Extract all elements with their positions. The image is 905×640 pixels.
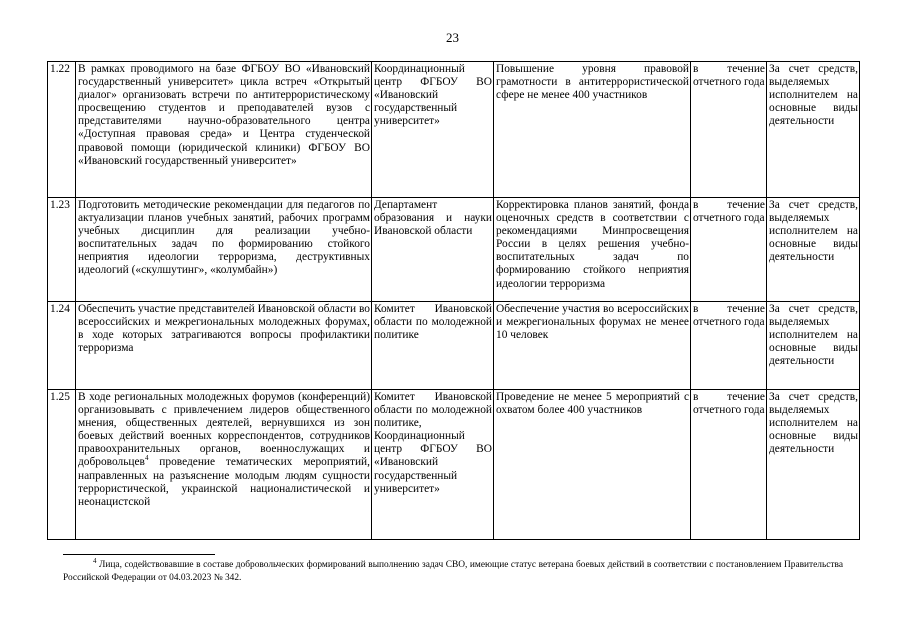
executor-text: Департамент образования и науки Ивановской области — [372, 198, 494, 302]
footnote — [63, 556, 843, 585]
table-row — [48, 198, 860, 302]
term-text: в течение отчетного года — [691, 302, 767, 390]
term-text: в течение отчетного года — [691, 62, 767, 198]
table-row — [48, 390, 860, 540]
funding-text: За счет средств, выделяемых исполнителем на основные виды деятельности — [767, 302, 860, 390]
footnote-mark: 4 — [93, 556, 97, 565]
measure-text: В рамках проводимого на базе ФГБОУ ВО «Ивановский государственный университет» цикла встреч «Открытый диалог» организовать встречи по антитеррористическому просвещению студентов и преподавателей вузов с представителями научно-образовательного центра «Доступная правовая среда» и Центра студенческой правовой помощи (юридической клиники) ФГБОУ ВО «Ивановский государственный университет» — [76, 62, 372, 198]
result-text: Обеспечение участия во всероссийских и межрегиональных форумах не менее 10 человек — [494, 302, 691, 390]
executor-text: Комитет Ивановской области по молодежной политике — [372, 302, 494, 390]
table-row — [48, 302, 860, 390]
result-text: Корректировка планов занятий, фонда оценочных средств в соответствии с рекомендациями Минпросвещения России в целях решения учебно-воспитательных задач по формированию стойкого неприятия идеологии терроризма — [494, 198, 691, 302]
table-row — [48, 62, 860, 198]
measure-text-part: проведение тематических мероприятий, направленных на разъяснение молодым людям сущности террористической, украинской националистической и неонацистской — [78, 456, 370, 508]
footnote-text: Лица, содействовавшие в составе добровольческих формирований выполнению задач СВО, имеющие статус ветерана боевых действий в соответствии с постановлением Правительства Российской Федерации от 04.03.2023 № 342. — [63, 560, 843, 583]
term-text: в течение отчетного года — [691, 390, 767, 540]
funding-text: За счет средств, выделяемых исполнителем на основные виды деятельности — [767, 62, 860, 198]
item-number: 1.23 — [48, 198, 76, 302]
funding-text: За счет средств, выделяемых исполнителем на основные виды деятельности — [767, 390, 860, 540]
measures-table — [47, 61, 860, 540]
measure-text-part: В ходе региональных молодежных форумов (конференций) организовывать с привлечением лидеров общественного мнения, общественных деятелей, вернувшихся из зон боевых действий военных корреспондентов, сотрудников правоохранительных органов, военнослужащих и добровольцев — [78, 391, 370, 469]
item-number: 1.24 — [48, 302, 76, 390]
funding-text: За счет средств, выделяемых исполнителем на основные виды деятельности — [767, 198, 860, 302]
result-text: Проведение не менее 5 мероприятий с охватом более 400 участников — [494, 390, 691, 540]
executor-text: Координационный центр ФГБОУ ВО «Ивановский государственный университет» — [372, 62, 494, 198]
footnote-reference: 4 — [144, 454, 149, 463]
result-text: Повышение уровня правовой грамотности в антитеррористической сфере не менее 400 участников — [494, 62, 691, 198]
measure-text: Подготовить методические рекомендации для педагогов по актуализации планов учебных занятий, рабочих программ учебных дисциплин для реализации учебно-воспитательных задач по формированию стойкого неприятия идеологии терроризма, деструктивных идеологий («скулшутинг», «колумбайн») — [76, 198, 372, 302]
term-text: в течение отчетного года — [691, 198, 767, 302]
item-number: 1.22 — [48, 62, 76, 198]
measure-text — [76, 390, 372, 540]
item-number: 1.25 — [48, 390, 76, 540]
footnote-divider — [63, 554, 215, 555]
page-number: 23 — [446, 30, 459, 45]
measure-text: Обеспечить участие представителей Ивановской области во всероссийских и межрегиональных молодежных форумах, в ходе которых затрагиваются вопросы профилактики терроризма — [76, 302, 372, 390]
executor-text: Комитет Ивановской области по молодежной политике, Координационный центр ФГБОУ ВО «Ивановский государственный университет» — [372, 390, 494, 540]
